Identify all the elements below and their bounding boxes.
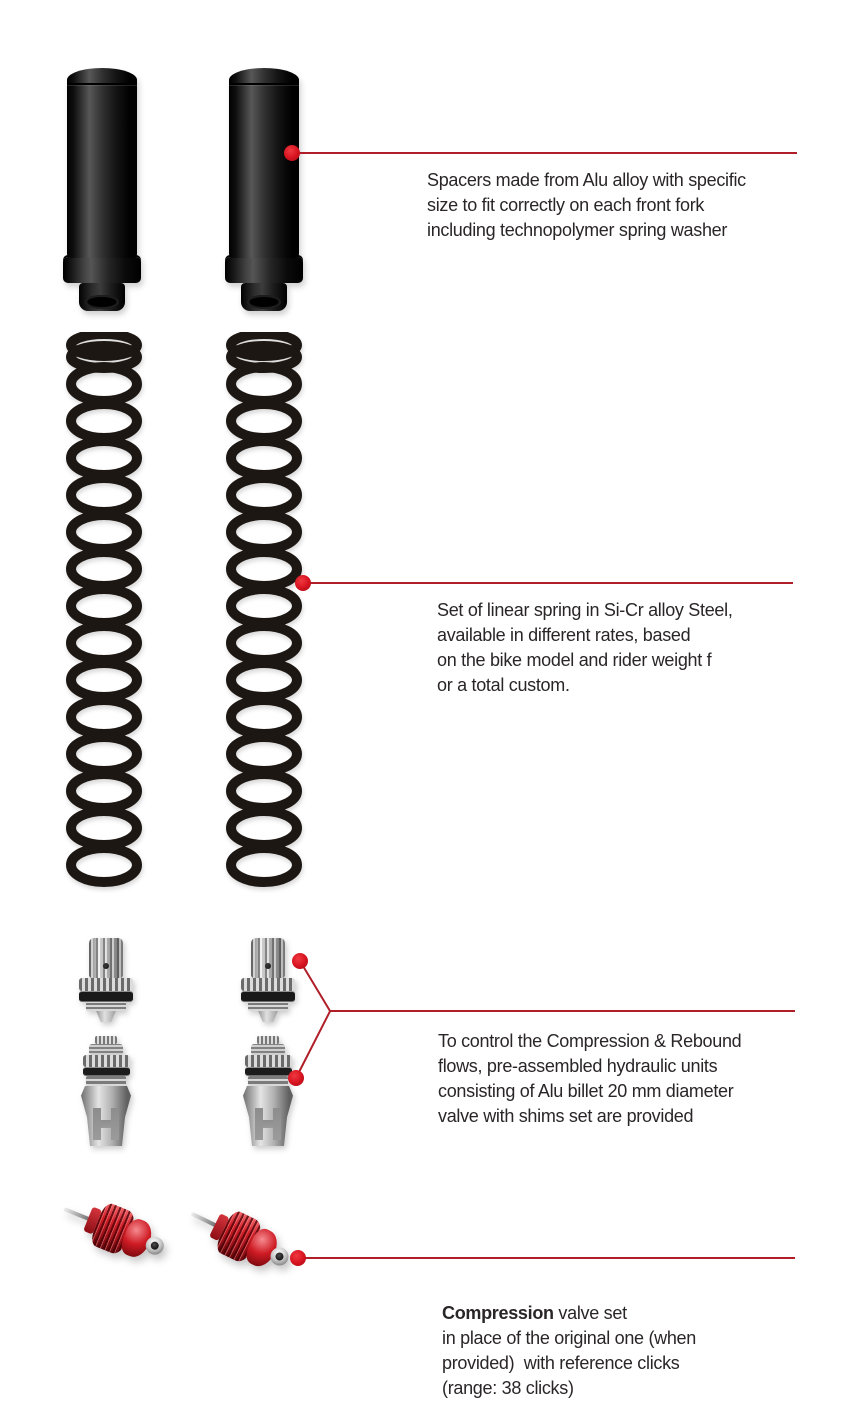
spacers-callout-text [427, 168, 746, 243]
hydraulic-callout-line [329, 1010, 795, 1012]
callout-text-line: in place of the original one (when [442, 1328, 696, 1348]
springs-callout-dot [295, 575, 311, 591]
unit-knurled-disc [83, 1055, 130, 1067]
callout-text-line: Spacers made from Alu alloy with specific [427, 170, 746, 190]
compression-valve-right [186, 1214, 293, 1260]
callout-text-line: To control the Compression & Rebound [438, 1031, 742, 1051]
spacers-callout-line [292, 152, 797, 154]
fork-spacer-right [225, 68, 303, 311]
callout-text-line: or a total custom. [437, 675, 570, 695]
valve-assembly [181, 1193, 297, 1281]
spacer-collar [225, 257, 303, 283]
callout-text-line: Set of linear spring in Si-Cr alloy Steel, [437, 600, 733, 620]
unit-nozzle [93, 1011, 119, 1022]
callout-text-line: including technopolymer spring washer [427, 220, 728, 240]
valves-callout-text [442, 1301, 696, 1401]
spacers-callout-dot [284, 145, 300, 161]
unit-nozzle [255, 1011, 281, 1022]
hydraulic-callout-text [438, 1029, 741, 1129]
unit-h-slot [93, 1108, 119, 1140]
fork-spacer-left [63, 68, 141, 311]
hydraulic-unit-bottom-left [81, 1036, 131, 1146]
valves-callout-line [298, 1257, 795, 1259]
valve-tip-hole [150, 1240, 160, 1250]
unit-cap [251, 938, 285, 978]
spacer-hole [85, 295, 119, 309]
callout-text-line: consisting of Alu billet 20 mm diameter [438, 1081, 734, 1101]
unit-stub [257, 1036, 279, 1044]
callout-text-rest: valve set [553, 1303, 627, 1323]
springs-callout-text [437, 598, 733, 698]
unit-h-slot [255, 1108, 281, 1140]
unit-cap [89, 938, 123, 978]
coil-spring-left [63, 332, 145, 898]
callout-text-bold: Compression [442, 1303, 554, 1323]
unit-body [243, 1086, 293, 1146]
unit-stub [95, 1036, 117, 1044]
hydraulic-callout-line-top [299, 960, 331, 1011]
callout-text-line: flows, pre-assembled hydraulic units [438, 1056, 718, 1076]
hydraulic-callout-dot-bottom [288, 1070, 304, 1086]
hydraulic-unit-bottom-right [243, 1036, 293, 1146]
spacer-hole [247, 295, 281, 309]
unit-body [81, 1086, 131, 1146]
unit-nut [89, 1044, 123, 1055]
unit-shim-rings [86, 1076, 126, 1086]
springs-callout-line [303, 582, 793, 584]
valves-callout-dot [290, 1250, 306, 1266]
coil-spring-right [223, 332, 305, 898]
unit-shim-rings [248, 1002, 288, 1011]
hydraulic-unit-top-right [241, 938, 295, 1022]
unit-shim-rings [86, 1002, 126, 1011]
valve-tip-hole [274, 1251, 285, 1262]
spacer-tip [79, 283, 125, 311]
callout-text-line [442, 1301, 696, 1326]
hydraulic-callout-dot-top [292, 953, 308, 969]
unit-oring [241, 991, 295, 1002]
callout-text-line: valve with shims set are provided [438, 1106, 694, 1126]
spacer-collar [63, 257, 141, 283]
callout-text-line: provided) with reference clicks [442, 1353, 680, 1373]
callout-text-line: available in different rates, based [437, 625, 691, 645]
unit-oring [245, 1067, 292, 1076]
spacer-body [229, 68, 299, 258]
unit-oring [79, 991, 133, 1002]
callout-text-line: (range: 38 clicks) [442, 1378, 574, 1398]
unit-knurled-disc [79, 978, 133, 991]
callout-text-line: on the bike model and rider weight f [437, 650, 712, 670]
unit-shim-rings [248, 1076, 288, 1086]
unit-nut [251, 1044, 285, 1055]
hydraulic-unit-top-left [79, 938, 133, 1022]
compression-valve-left [60, 1206, 167, 1252]
unit-knurled-disc [241, 978, 295, 991]
spacer-body [67, 68, 137, 258]
valve-assembly [55, 1188, 171, 1271]
hydraulic-callout-line-bottom [295, 1011, 331, 1079]
unit-knurled-disc [245, 1055, 292, 1067]
spacer-tip [241, 283, 287, 311]
callout-text-line: size to fit correctly on each front fork [427, 195, 705, 215]
unit-oring [83, 1067, 130, 1076]
